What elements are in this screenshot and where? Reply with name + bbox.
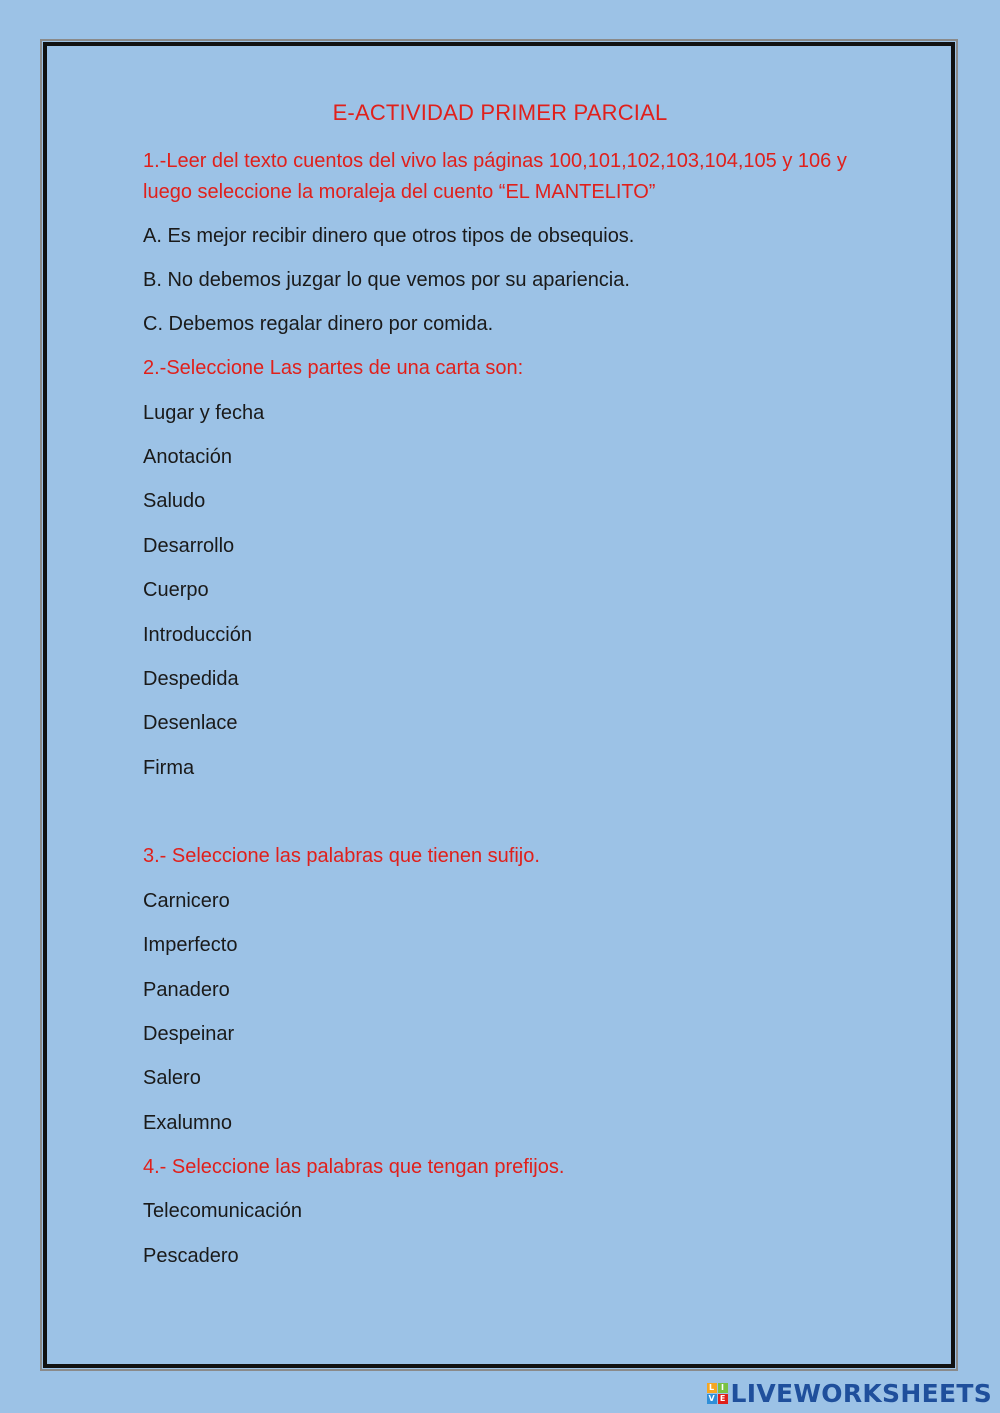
question-1-text: 1.-Leer del texto cuentos del vivo las páginas 100,101,102,103,104,105 y 106 y luego seleccione la moraleja del cuento “EL MANTELITO” bbox=[143, 150, 847, 203]
logo-mark-letter-l: L bbox=[707, 1383, 717, 1393]
liveworksheets-logo-icon bbox=[707, 1383, 728, 1404]
logo-mark-letter-v: V bbox=[708, 1393, 715, 1403]
question-2-option-anotacion[interactable]: Anotación bbox=[143, 446, 232, 468]
question-2-option-cuerpo[interactable]: Cuerpo bbox=[143, 579, 209, 601]
question-2-option-desenlace[interactable]: Desenlace bbox=[143, 712, 238, 734]
question-2-option-introduccion[interactable]: Introducción bbox=[143, 624, 252, 646]
question-1-option-a[interactable]: A. Es mejor recibir dinero que otros tipos de obsequios. bbox=[143, 225, 635, 247]
question-3-option-salero[interactable]: Salero bbox=[143, 1067, 201, 1089]
question-1-option-b[interactable]: B. No debemos juzgar lo que vemos por su apariencia. bbox=[143, 269, 630, 291]
question-3-text: 3.- Seleccione las palabras que tienen sufijo. bbox=[143, 845, 540, 867]
question-4-option-telecomunicacion[interactable]: Telecomunicación bbox=[143, 1200, 302, 1222]
question-4-option-pescadero[interactable]: Pescadero bbox=[143, 1245, 239, 1267]
question-2-option-lugar-y-fecha[interactable]: Lugar y fecha bbox=[143, 402, 265, 424]
logo-mark-letter-i: I bbox=[718, 1383, 728, 1393]
question-4-text: 4.- Seleccione las palabras que tengan prefijos. bbox=[143, 1156, 565, 1178]
question-2-option-saludo[interactable]: Saludo bbox=[143, 490, 206, 512]
question-2-text: 2.-Seleccione Las partes de una carta son: bbox=[143, 357, 524, 379]
logo-mark-letter-e: E bbox=[718, 1394, 728, 1404]
question-2-option-desarrollo[interactable]: Desarrollo bbox=[143, 535, 235, 557]
liveworksheets-logo bbox=[707, 1376, 992, 1410]
question-3-option-carnicero[interactable]: Carnicero bbox=[143, 890, 230, 912]
question-1-option-c[interactable]: C. Debemos regalar dinero por comida. bbox=[143, 313, 494, 335]
question-3-option-despeinar[interactable]: Despeinar bbox=[143, 1023, 235, 1045]
question-2-option-despedida[interactable]: Despedida bbox=[143, 668, 239, 690]
question-2-option-firma[interactable]: Firma bbox=[143, 757, 195, 779]
question-3-option-imperfecto[interactable]: Imperfecto bbox=[143, 934, 238, 956]
liveworksheets-logo-text: LIVEWORKSHEETS bbox=[730, 1378, 992, 1408]
question-3-option-exalumno[interactable]: Exalumno bbox=[143, 1112, 232, 1134]
question-3-option-panadero[interactable]: Panadero bbox=[143, 979, 230, 1001]
page-title: E-ACTIVIDAD PRIMER PARCIAL bbox=[332, 100, 668, 125]
